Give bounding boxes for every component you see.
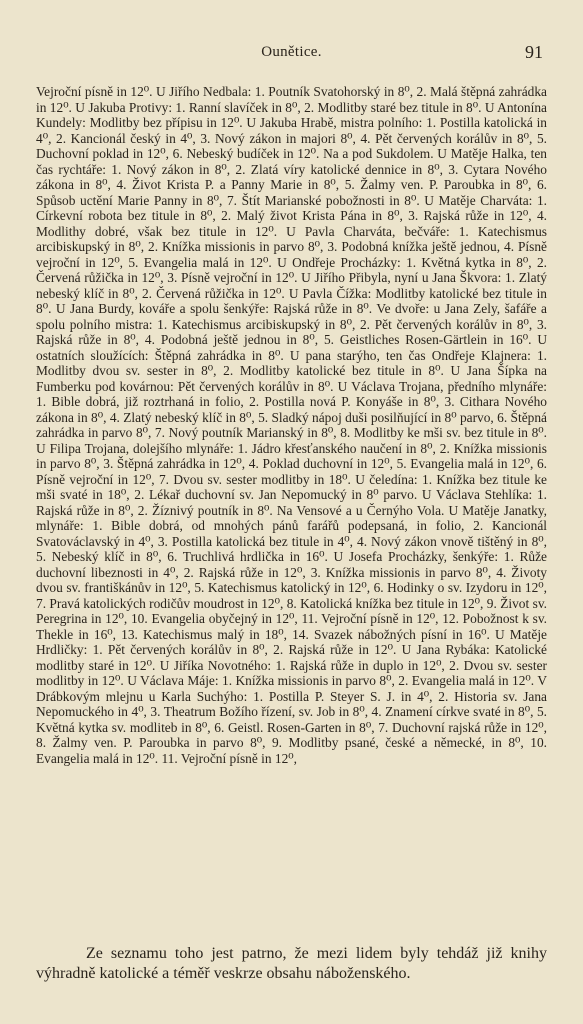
conclusion-paragraph: Ze seznamu toho jest patrno, že mezi lidem byly tehdáž již knihy výhradně katolické a téměř veskrze obsahu náboženského. — [36, 945, 547, 982]
running-title: Ounětice. — [261, 44, 322, 60]
page-header — [36, 44, 547, 66]
page-number: 91 — [525, 42, 543, 62]
body-paragraph: Vejroční písně in 12⁰. U Jiřího Nedbala: 1. Poutník Svatohorský in 8⁰, 2. Malá štěpná zahrádka in 12⁰. U Jakuba Protivy: 1. Ranní slavíček in 8⁰, 2. Modlitby staré bez titule in 8⁰. U Antonína Kundely: Modlitby bez přípisu in 12⁰. U Jakuba Hrabě, mistra polního: 1. Postilla katolická in 4⁰, 2. Kancionál český in 4⁰, 3. Nový zákon in majori 8⁰, 4. Pět červených korálův in 8⁰, 5. Duchovní poklad in 12⁰, 6. Nebeský budíček in 12⁰. Na a pod Sukdolem. U Matěje Halka, ten čas rychtáře: 1. Nový zákon in 8⁰, 2. Zlatá víry katolické dennice in 8⁰, 3. Cytara Nového zákona in 8⁰, 4. Život Krista P. a Panny Marie in 8⁰, 5. Žalmy ven. P. Paroubka in 8⁰, 6. Spůsob uctění Marie Panny in 8⁰, 7. Štít Marianské pobožnosti in 8⁰. U Matěje Charváta: 1. Církevní robota bez titule in 8⁰, 2. Malý život Krista Pána in 8⁰, 3. Rajská růže in 12⁰, 4. Modlithy dobré, však bez titule in 12⁰. U Pavla Charváta, bečváře: 1. Katechismus arcibiskupský in 8⁰, 2. Knížka missionis in parvo 8⁰, 3. Podobná knížka ještě jednou, 4. Písně vejroční in 12⁰, 5. Evangelia malá in 12⁰. U Ondřeje Procházky: 1. Květná kytka in 8⁰, 2. Červená růžička in 12⁰, 3. Písně vejroční in 12⁰. U Jiřího Přibyla, nyní u Jana Škvora: 1. Zlatý nebeský klíč in 8⁰, 2. Červená růžička in 12⁰. U Pavla Čížka: Modlitby katolické bez titule in 8⁰. U Jana Burdy, kováře a spolu šenkýře: Rajská růže in 8⁰. Ve dvoře: u Jana Zely, šafáře a spolu polního mistra: 1. Katechismus arcibiskupský in 8⁰, 2. Pět červených korálův in 8⁰, 3. Rajská růže in 8⁰, 4. Podobná ještě jednou in 8⁰, 5. Geistliches Rosen-Gärtlein in 16⁰. U ostatních sloužících: Štěpná zahrádka in 8⁰. U pana starýho, ten čas Ondřeje Klajnera: 1. Modlitby dvou sv. sester in 8⁰, 2. Modlitby katolické bez titule in 8⁰. U Jana Šípka na Fumberku pod kovárnou: Pět červených korálův in 8⁰. U Václava Trojana, předního mlynáře: 1. Bible dobrá, již roztrhaná in folio, 2. Postilla nová P. Konyáše in 8⁰, 3. Cithara Nového zákona in 8⁰, 4. Zlatý nebeský klíč in 8⁰, 5. Sladký nápoj duši posilňující in 8⁰ parvo, 6. Štěpná zahrádka in parvo 8⁰, 7. Nový poutník Marianský in 8⁰, 8. Modlitby ke mši sv. bez titule in 8⁰. U Filipa Trojana, dolejšího mlynáře: 1. Jádro křesťanského naučení in 8⁰, 2. Knížka missionis in parvo 8⁰, 3. Štěpná zahrádka in 12⁰, 4. Poklad duchovní in 12⁰, 5. Evangelia malá in 12⁰, 6. Písně vejroční in 12⁰, 7. Dvou sv. sester modlitby in 18⁰. U čeledína: 1. Knížka bez titule ke mši svaté in 18⁰, 2. Lékař duchovní sv. Jan Nepomucký in 8⁰ parvo. U Václava Stehlíka: 1. Rajská růže in 8⁰, 2. Žíznivý poutník in 8⁰. Na Vensové a u Černýho Vola. U Matěje Janatky, mlynáře: 1. Bible dobrá, od mnohých pánů farářů podepsaná, in folio, 2. Kancionál Svatováclavský in 4⁰, 3. Postilla katolická bez titule in 4⁰, 4. Nový zákon vnově tištěný in 8⁰, 5. Nebeský klíč in 8⁰, 6. Truchlivá hrdlička in 16⁰. U Josefa Procházky, šenkýře: 1. Růže duchovní libeznosti in 4⁰, 2. Rajská růže in 12⁰, 3. Knížka missionis in parvo 8⁰, 4. Životy dvou sv. františkánův in 12⁰, 5. Katechismus katolický in 12⁰, 6. Hodinky o sv. Izydoru in 12⁰, 7. Pravá katolických rodičův moudrost in 12⁰, 8. Katolická knížka bez titule in 12⁰, 9. Život sv. Peregrina in 12⁰, 10. Evangelia obyčejný in 12⁰, 11. Vejroční písně in 12⁰, 12. Pobožnost k sv. Thekle in 16⁰, 13. Katechismus malý in 18⁰, 14. Svazek nábožných písní in 16⁰. U Matěje Hrdličky: 1. Pět červených korálův in 8⁰, 2. Rajská růže in 12⁰. U Jana Rybáka: Katolické modlitby staré in 12⁰. U Jiříka Novotného: 1. Rajská růže in duplo in 12⁰, 2. Dvou sv. sester modlitby in 12⁰. U Václava Máje: 1. Knížka missionis in parvo 8⁰, 2. Evangelia malá in 12⁰. V Drábkovým mlejnu u Karla Suchýho: 1. Postilla P. Steyer S. J. in 4⁰, 2. Historia sv. Jana Nepomuckého in 4⁰, 3. Theatrum Božího řízení, sv. Job in 8⁰, 4. Znamení církve svaté in 8⁰, 5. Květná kytka sv. modliteb in 8⁰, 6. Geistl. Rosen-Garten in 8⁰, 7. Duchovní rajská růže in 12⁰, 8. Žalmy ven. P. Paroubka in parvo 8⁰, 9. Modlitby psané, české a německé, in 8⁰, 10. Evangelia malá in 12⁰. 11. Vejroční písně in 12⁰, — [36, 84, 547, 766]
